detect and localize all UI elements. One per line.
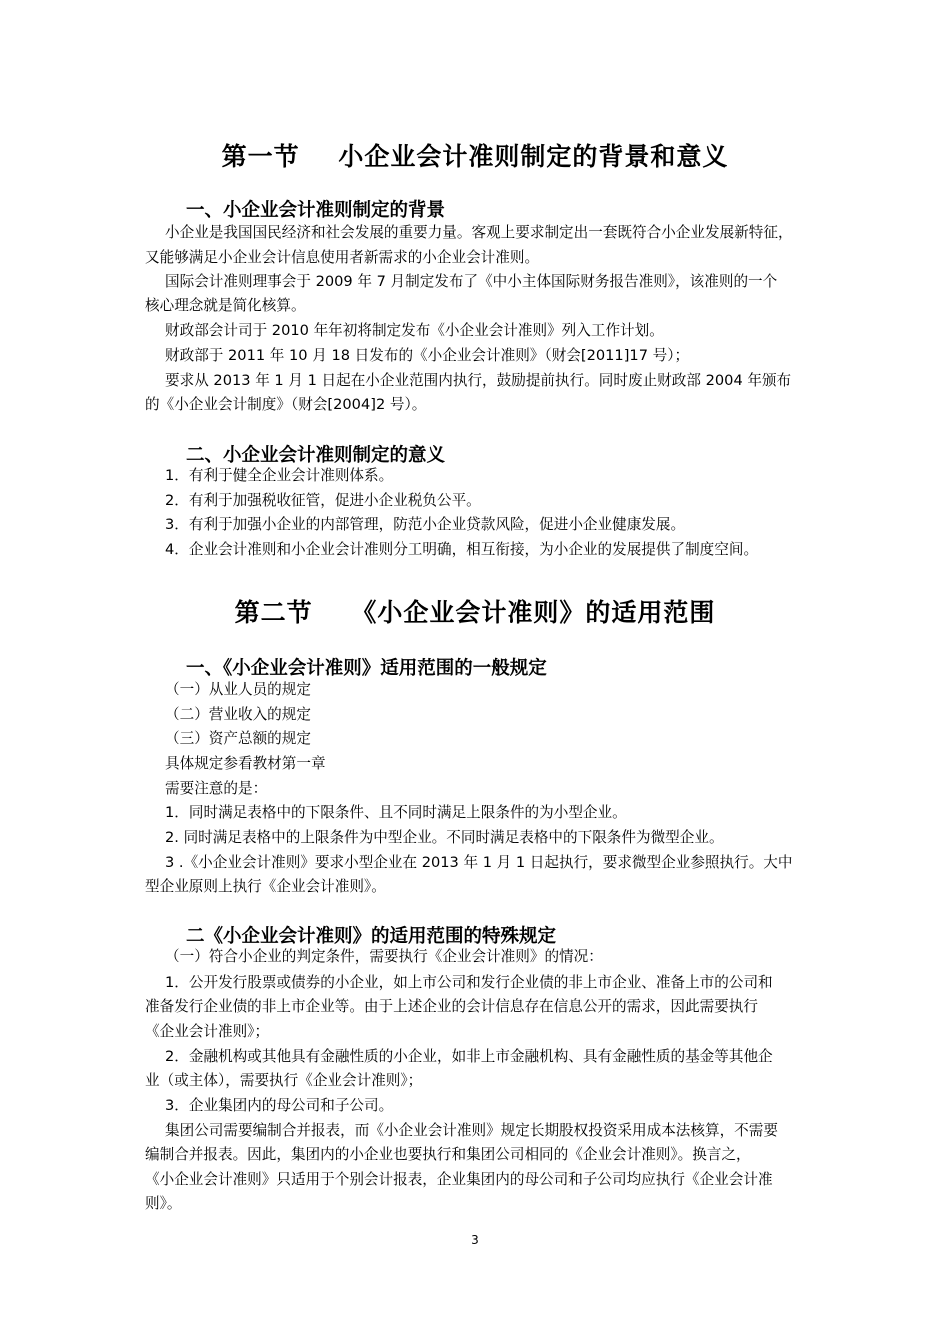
section2-sub1-heading: 一、《小企业会计准则》适用范围的一般规定 (186, 658, 547, 679)
paragraph-line: 具体规定参看教材第一章 (165, 755, 326, 772)
paragraph-line: 核心理念就是简化核算。 (145, 297, 306, 314)
list-item: 3．有利于加强小企业的内部管理，防范小企业贷款风险，促进小企业健康发展。 (165, 516, 686, 533)
list-item: （二）营业收入的规定 (165, 706, 311, 723)
paragraph-line: 准备发行企业债的非上市企业等。由于上述企业的会计信息存在信息公开的需求，因此需要执行 (145, 998, 758, 1015)
list-item: 4．企业会计准则和小企业会计准则分工明确，相互衔接，为小企业的发展提供了制度空间。 (165, 541, 759, 558)
section1-sub2-heading: 二、小企业会计准则制定的意义 (186, 445, 446, 466)
paragraph-line: 业（或主体），需要执行《企业会计准则》； (145, 1072, 423, 1089)
paragraph-line: 财政部会计司于 2010 年年初将制定发布《小企业会计准则》列入工作计划。 (165, 322, 664, 339)
paragraph-line: 则》。 (145, 1195, 182, 1212)
section1-title: 第一节 小企业会计准则制定的背景和意义 (221, 142, 729, 171)
section1-sub1-heading: 一、小企业会计准则制定的背景 (186, 200, 446, 221)
list-item: （三）资产总额的规定 (165, 730, 311, 747)
paragraph-line: 编制合并报表。因此，集团内的小企业也要执行和集团公司相同的《企业会计准则》。换言之， (145, 1146, 751, 1163)
paragraph-line: 财政部于 2011 年 10 月 18 日发布的《小企业会计准则》（财会[2011]17 号）； (165, 347, 690, 364)
list-item: 1．公开发行股票或债券的小企业，如上市公司和发行企业债的非上市企业、准备上市的公司和 (165, 974, 773, 991)
paragraph-line: 又能够满足小企业会计信息使用者新需求的小企业会计准则。 (145, 249, 540, 266)
paragraph-line: 需要注意的是： (165, 780, 268, 797)
paragraph-line: 型企业原则上执行《企业会计准则》。 (145, 878, 386, 895)
list-item: 2．金融机构或其他具有金融性质的小企业，如非上市金融机构、具有金融性质的基金等其他企 (165, 1048, 773, 1065)
section2-sub2-heading: 二《小企业会计准则》的适用范围的特殊规定 (186, 926, 557, 947)
list-item: 3．企业集团内的母公司和子公司。 (165, 1097, 394, 1114)
paragraph-line: 集团公司需要编制合并报表，而《小企业会计准则》规定长期股权投资采用成本法核算，不需要 (165, 1122, 778, 1139)
paragraph-line: 国际会计准则理事会于 2009 年 7 月制定发布了《中小主体国际财务报告准则》，该准则的一个 (165, 273, 778, 290)
list-item: （一）符合小企业的判定条件，需要执行《企业会计准则》的情况： (165, 948, 603, 965)
paragraph-line: 《企业会计准则》； (145, 1023, 270, 1040)
page-number: 3 (471, 1233, 479, 1247)
section2-title: 第二节 《小企业会计准则》的适用范围 (234, 598, 716, 627)
paragraph-line: 要求从 2013 年 1 月 1 日起在小企业范围内执行，鼓励提前执行。同时废止财政部 2004 年颁布 (165, 372, 792, 389)
list-item: 2. 同时满足表格中的上限条件为中型企业。不同时满足表格中的下限条件为微型企业。 (165, 829, 724, 846)
paragraph-line: 小企业是我国国民经济和社会发展的重要力量。客观上要求制定出一套既符合小企业发展新特征， (165, 224, 793, 241)
list-item: 1．有利于健全企业会计准则体系。 (165, 467, 394, 484)
paragraph-line: 的《小企业会计制度》（财会[2004]2 号）。 (145, 396, 427, 413)
paragraph-line: 《小企业会计准则》只适用于个别会计报表，企业集团内的母公司和子公司均应执行《企业会计准 (145, 1171, 773, 1188)
list-item: 1．同时满足表格中的下限条件、且不同时满足上限条件的为小型企业。 (165, 804, 627, 821)
list-item: （一）从业人员的规定 (165, 681, 311, 698)
list-item: 2．有利于加强税收征管，促进小企业税负公平。 (165, 492, 481, 509)
list-item: 3 .《小企业会计准则》要求小型企业在 2013 年 1 月 1 日起执行，要求微型企业参照执行。大中 (165, 854, 793, 871)
